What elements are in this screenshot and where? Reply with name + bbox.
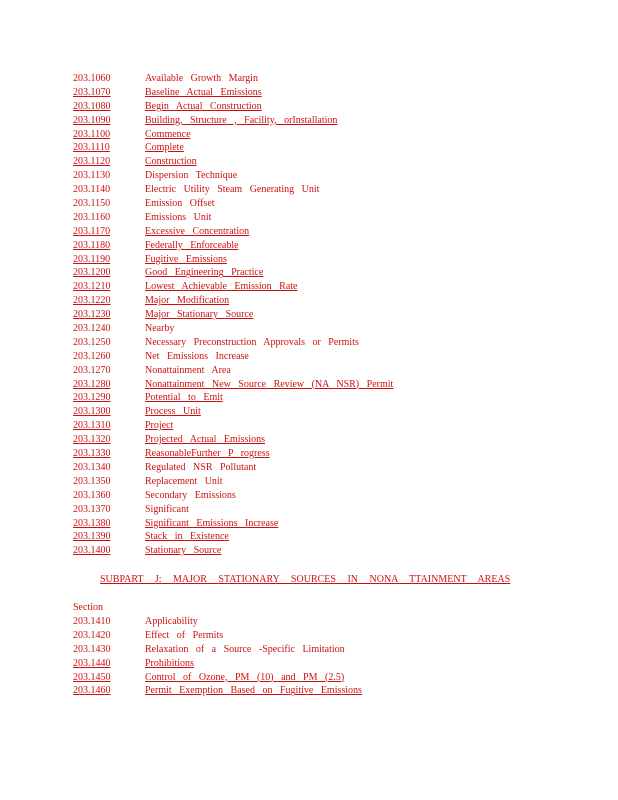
section-title[interactable]: Projected Actual Emissions: [145, 434, 265, 446]
section-title: Significant: [145, 503, 189, 515]
section-title[interactable]: Prohibitions: [145, 657, 194, 669]
subpart-heading: SUBPART J: MAJOR STATIONARY SOURCES IN NONA TTAINMENT AREAS: [100, 574, 511, 585]
section-title[interactable]: Fugitive Emissions: [145, 253, 227, 265]
toc-row: [73, 643, 593, 657]
section-number[interactable]: 203.1070: [73, 86, 111, 98]
section-number: 203.1340: [73, 461, 111, 473]
toc-row[interactable]: [73, 684, 593, 698]
section-number[interactable]: 203.1220: [73, 295, 111, 307]
section-title[interactable]: Stack in Existence: [145, 531, 229, 543]
section-title: Necessary Preconstruction Approvals or Permits: [145, 336, 359, 348]
toc-row: [73, 629, 593, 643]
toc-row[interactable]: [73, 419, 593, 433]
section-number: 203.1370: [73, 503, 111, 515]
toc-row[interactable]: [73, 280, 593, 294]
toc-row[interactable]: [73, 517, 593, 531]
toc-row[interactable]: [73, 100, 593, 114]
section-title: Applicability: [145, 616, 198, 627]
section-number: 203.1420: [73, 629, 111, 641]
toc-row[interactable]: [73, 141, 593, 155]
section-title: Effect of Permits: [145, 629, 224, 641]
section-title: Secondary Emissions: [145, 489, 236, 501]
section-title[interactable]: Project: [145, 420, 174, 432]
section-title: Relaxation of a Source -Specific Limitation: [145, 643, 345, 655]
section-number[interactable]: 203.1300: [73, 406, 111, 418]
section-number[interactable]: 203.1400: [73, 545, 111, 557]
section-title[interactable]: Permit Exemption Based on Fugitive Emissions: [145, 685, 362, 697]
toc-row: [73, 183, 593, 197]
section-title[interactable]: Good Engineering Practice: [145, 267, 264, 279]
toc-row: [73, 197, 593, 211]
toc-row[interactable]: [73, 86, 593, 100]
section-number[interactable]: 203.1390: [73, 531, 111, 543]
section-title[interactable]: Process Unit: [145, 406, 201, 418]
section-title[interactable]: Stationary Source: [145, 545, 222, 557]
section-title[interactable]: Lowest Achievable Emission Rate: [145, 281, 298, 293]
section-number[interactable]: 203.1380: [73, 517, 111, 529]
section-title: Nonattainment Area: [145, 364, 231, 376]
section-number: 203.1130: [73, 170, 111, 182]
section-title[interactable]: Construction: [145, 156, 197, 168]
section-title: Electric Utility Steam Generating Unit: [145, 184, 320, 196]
section-title: Emissions Unit: [145, 211, 212, 223]
toc-row[interactable]: [73, 114, 593, 128]
toc-row[interactable]: [73, 671, 593, 685]
section-number[interactable]: 203.1330: [73, 448, 111, 460]
toc-row[interactable]: [73, 447, 593, 461]
section-number[interactable]: 203.1090: [73, 114, 111, 126]
toc-row: [73, 336, 593, 350]
section-title[interactable]: Begin Actual Construction: [145, 100, 262, 112]
toc-row[interactable]: [73, 530, 593, 544]
toc-row[interactable]: [73, 308, 593, 322]
section-title[interactable]: Commence: [145, 128, 191, 140]
toc-row: [73, 169, 593, 183]
section-title[interactable]: Major Stationary Source: [145, 309, 254, 321]
section-number: 203.1060: [73, 73, 111, 84]
toc-row[interactable]: [73, 544, 593, 558]
section-number[interactable]: 203.1230: [73, 309, 111, 321]
toc-row[interactable]: [73, 155, 593, 169]
section-number[interactable]: 203.1440: [73, 657, 111, 669]
toc-row[interactable]: [73, 433, 593, 447]
section-number[interactable]: 203.1210: [73, 281, 111, 293]
section-number[interactable]: 203.1170: [73, 225, 111, 237]
section-title: Replacement Unit: [145, 475, 223, 487]
section-title: Emission Offset: [145, 198, 215, 210]
toc-list-definitions: [73, 72, 593, 558]
section-number: 203.1430: [73, 643, 111, 655]
section-title[interactable]: Building, Structure , Facility, orInstallation: [145, 114, 338, 126]
toc-row: [73, 489, 593, 503]
section-title[interactable]: ReasonableFurther P rogress: [145, 448, 270, 460]
section-number[interactable]: 203.1280: [73, 378, 111, 390]
section-title: Available Growth Margin: [145, 73, 258, 84]
section-label: Section: [73, 602, 103, 613]
section-number: 203.1350: [73, 475, 111, 487]
section-number: 203.1140: [73, 184, 111, 196]
section-number: 203.1250: [73, 336, 111, 348]
toc-row: [73, 615, 593, 629]
section-number: 203.1260: [73, 350, 111, 362]
section-title[interactable]: Significant Emissions Increase: [145, 517, 279, 529]
toc-row[interactable]: [73, 239, 593, 253]
section-title[interactable]: Excessive Concentration: [145, 225, 250, 237]
section-number[interactable]: 203.1290: [73, 392, 111, 404]
toc-row[interactable]: [73, 657, 593, 671]
section-title[interactable]: Federally Enforceable: [145, 239, 239, 251]
section-title[interactable]: Nonattainment New Source Review (NA NSR) Permit: [145, 378, 394, 390]
section-title[interactable]: Major Modification: [145, 295, 230, 307]
toc-row[interactable]: [73, 391, 593, 405]
section-number: 203.1150: [73, 198, 111, 210]
section-title: Nearby: [145, 323, 175, 335]
section-number[interactable]: 203.1120: [73, 156, 111, 168]
section-number: 203.1410: [73, 616, 111, 627]
toc-row[interactable]: [73, 294, 593, 308]
toc-row: [73, 322, 593, 336]
section-number: 203.1360: [73, 489, 111, 501]
section-title[interactable]: Control of Ozone, PM (10) and PM (2.5): [145, 671, 345, 683]
toc-row: [73, 503, 593, 517]
toc-row: [73, 475, 593, 489]
section-number: 203.1240: [73, 323, 111, 335]
toc-row: [73, 211, 593, 225]
toc-row: [73, 72, 593, 86]
section-number[interactable]: 203.1320: [73, 434, 111, 446]
toc-row[interactable]: [73, 266, 593, 280]
section-number[interactable]: 203.1310: [73, 420, 111, 432]
section-number[interactable]: 203.1450: [73, 671, 111, 683]
section-number[interactable]: 203.1080: [73, 100, 111, 112]
section-title: Net Emissions Increase: [145, 350, 249, 362]
section-number[interactable]: 203.1180: [73, 239, 111, 251]
toc-row: [73, 350, 593, 364]
section-number[interactable]: 203.1200: [73, 267, 111, 279]
section-number[interactable]: 203.1100: [73, 128, 111, 140]
section-number[interactable]: 203.1190: [73, 253, 111, 265]
toc-row[interactable]: [73, 128, 593, 142]
section-number: 203.1270: [73, 364, 111, 376]
section-title[interactable]: Complete: [145, 142, 184, 154]
section-title[interactable]: Baseline Actual Emissions: [145, 86, 262, 98]
section-number: 203.1160: [73, 211, 111, 223]
section-number[interactable]: 203.1460: [73, 685, 111, 697]
section-number[interactable]: 203.1110: [73, 142, 110, 154]
toc-list-subpart-j: [73, 615, 593, 698]
toc-row[interactable]: [73, 378, 593, 392]
toc-row: [73, 461, 593, 475]
section-title: Dispersion Technique: [145, 170, 238, 182]
toc-row[interactable]: [73, 253, 593, 267]
section-title: Regulated NSR Pollutant: [145, 461, 257, 473]
toc-row[interactable]: [73, 405, 593, 419]
toc-row: [73, 364, 593, 378]
section-title[interactable]: Potential to Emit: [145, 392, 223, 404]
toc-row[interactable]: [73, 225, 593, 239]
